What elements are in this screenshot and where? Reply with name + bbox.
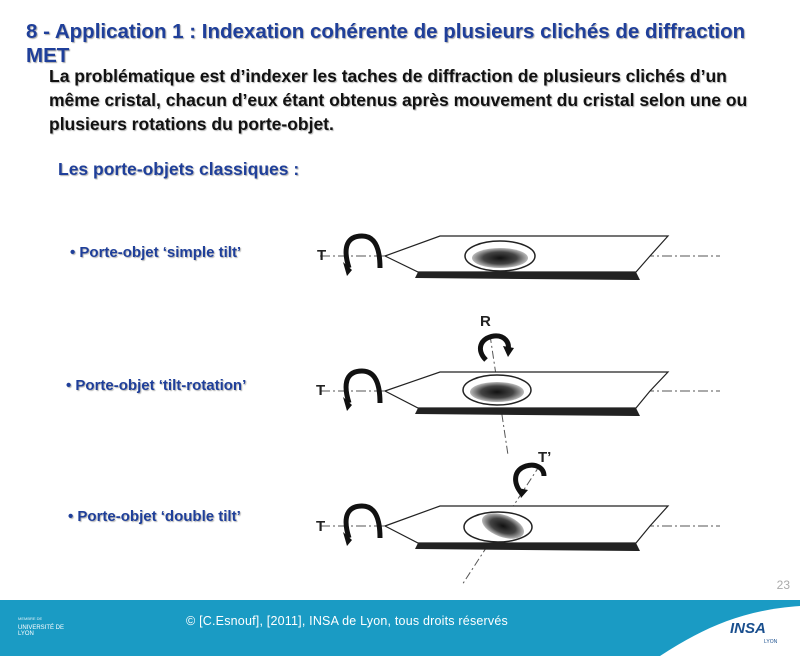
holder-label-tilt-rotation: • Porte-objet ‘tilt-rotation’ — [66, 377, 247, 394]
page-number: 23 — [776, 578, 790, 592]
insa-logo: INSA — [730, 620, 766, 637]
footer-bar — [0, 600, 800, 656]
holder-simple-tilt — [317, 236, 720, 280]
insa-logo-sub: LYON — [764, 639, 778, 645]
axis-label-t: T — [316, 518, 326, 535]
axis-label-r: R — [480, 313, 491, 330]
axis-label-t: T — [317, 247, 327, 264]
university-logo: MEMBRE DE UNIVERSITÉ DE LYON — [18, 616, 65, 637]
axis-label-t: T — [316, 382, 326, 399]
rotation-arrow-icon — [480, 336, 514, 360]
intro-paragraph: La problématique est d’indexer les taches de diffraction de plusieurs clichés d’un même cristal, chacun d’eux étant obtenus après mouvement du cristal selon une ou plusieurs rotations du porte-objet. — [49, 66, 748, 134]
section-subtitle: Les porte-objets classiques : — [58, 159, 300, 179]
holder-label-double-tilt: • Porte-objet ‘double tilt’ — [68, 508, 241, 525]
holder-tilt-rotation — [316, 313, 720, 455]
copyright-text: © [C.Esnouf], [2011], INSA de Lyon, tous droits réservés — [186, 614, 508, 628]
slide-title: 8 - Application 1 : Indexation cohérente de plusieurs clichés de diffraction MET — [26, 20, 746, 67]
axis-label-t-prime: T’ — [538, 449, 552, 466]
holder-double-tilt — [316, 449, 720, 585]
holder-label-simple-tilt: • Porte-objet ‘simple tilt’ — [70, 244, 242, 261]
